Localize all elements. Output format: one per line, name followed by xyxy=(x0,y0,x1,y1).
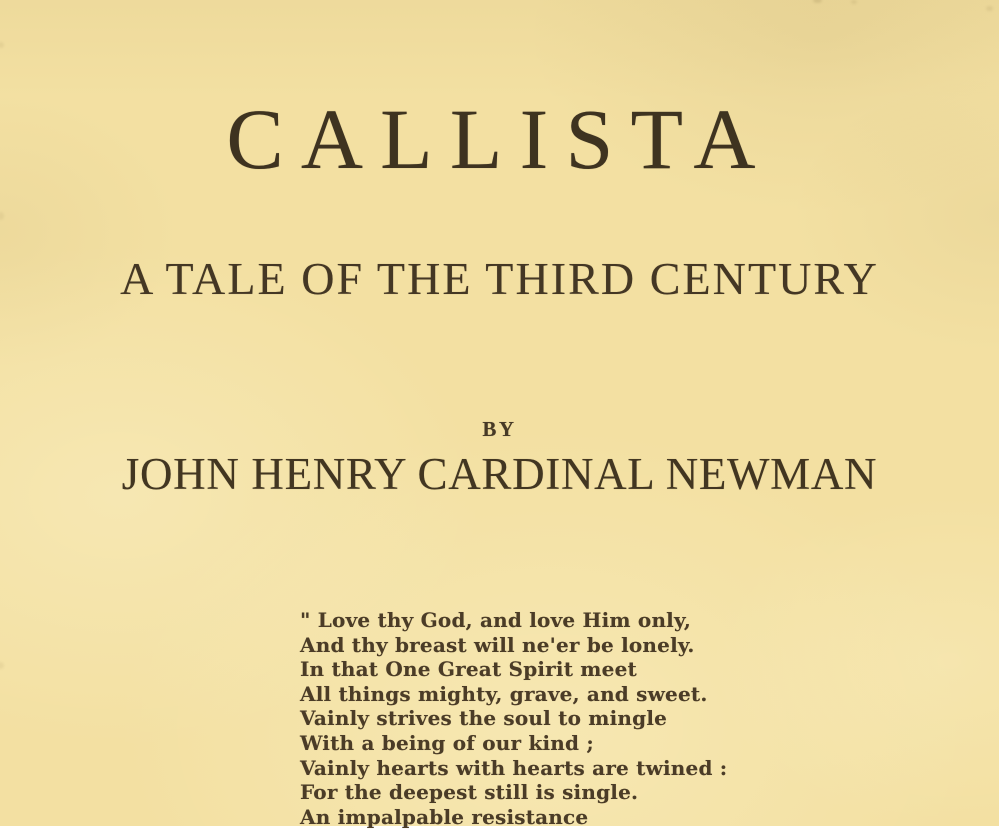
poem-line: For the deepest still is single. xyxy=(300,780,639,805)
poem-line: With a being of our kind ; xyxy=(300,730,594,755)
byline-label: BY xyxy=(482,417,517,441)
scan-speck xyxy=(986,6,993,11)
poem-line: An impalpable resistance xyxy=(300,804,589,829)
epigraph-poem xyxy=(300,608,727,829)
scan-speck xyxy=(0,42,4,48)
poem-line: " Love thy God, and love Him only, xyxy=(300,608,692,632)
book-title: CALLISTA xyxy=(226,91,773,187)
poem-line: In that One Great Spirit meet xyxy=(300,657,637,682)
scan-speck xyxy=(0,212,4,220)
scan-speck xyxy=(851,0,857,4)
scan-speck xyxy=(813,0,822,3)
author-name: JOHN HENRY CARDINAL NEWMAN xyxy=(121,449,878,499)
book-subtitle: A TALE OF THE THIRD CENTURY xyxy=(120,253,879,304)
scan-speck xyxy=(0,662,4,669)
poem-line: All things mighty, grave, and sweet. xyxy=(300,681,708,706)
poem-line: Vainly hearts with hearts are twined : xyxy=(300,755,728,780)
poem-line: And thy breast will ne'er be lonely. xyxy=(300,632,695,657)
poem-line: Vainly strives the soul to mingle xyxy=(300,706,668,731)
